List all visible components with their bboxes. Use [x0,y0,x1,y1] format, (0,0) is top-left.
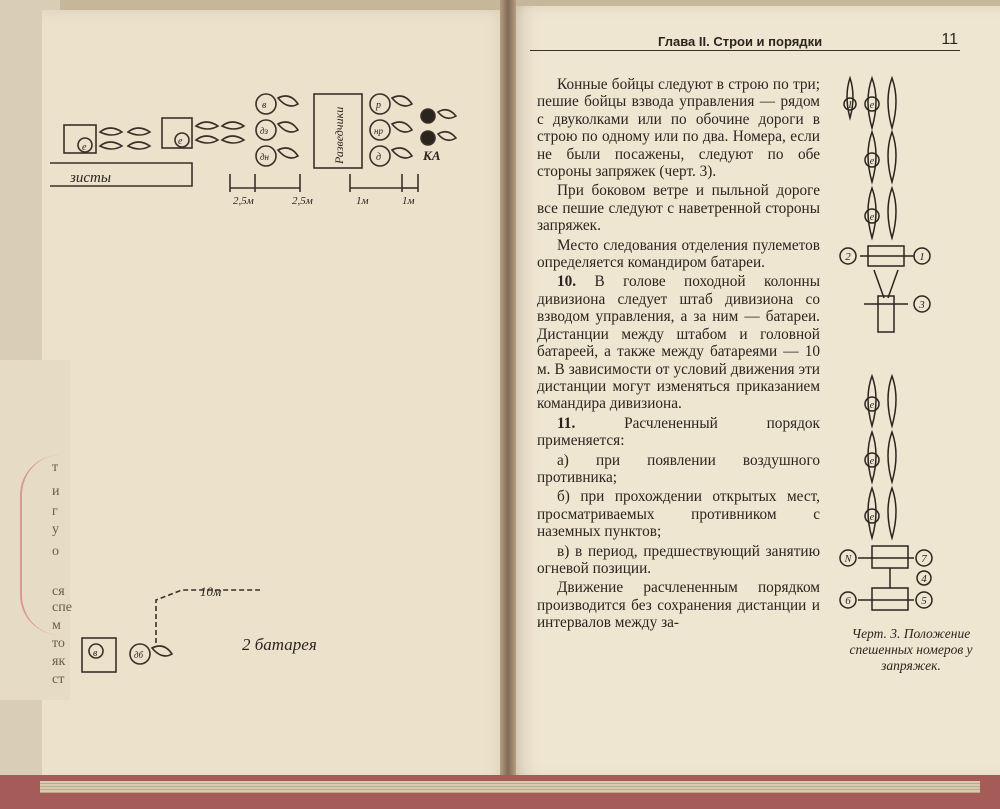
paragraph-number: 11. [557,414,576,432]
horse-icon [888,432,896,482]
paragraph: Движение расчлененным порядком производится без сохранения дистанции и интервалов между за- [537,579,820,632]
distance-label: 2,5м [233,195,254,207]
figure-number: 4 [921,573,927,585]
paragraph-text: Расчлененный порядок применяется: [537,414,820,450]
rider-letter: е [869,456,875,467]
horse-icon [438,110,456,141]
ka-rider-icon [421,131,435,145]
horse-icon [888,188,896,238]
paragraph-text: В голове походной колонны дивизиона следует штаб дивизиона со взводом управления, а за ним — батареи. Дистанции между штабом и головной батареей, а также между батареями — 10 м. В зависимости от условий движения эти дистанции могут изменяться приказанием командира дивизиона. [537,273,820,413]
paragraph: Конные бойцы следуют в строю по три; пешие бойцы взвода управления — рядом с двуколками или по обочине дороги в строю по одному или по два. Номера, если не были посажены, следуют по обе стороны запряжек (черт. 3). [537,76,820,181]
cart-letter: в [93,648,98,659]
cart-box [82,638,116,672]
rider-letter: в [262,100,267,111]
distance-label: 1м [356,195,369,207]
distance-label: 2,5м [292,195,313,207]
rider-letter: д [376,152,382,163]
under-page-letter: г [52,504,58,519]
paragraph [537,273,820,412]
figure-number: 2 [845,251,851,263]
scouts-label: Разведчики [332,106,346,164]
rider-letter: е [869,156,875,167]
gun-barrel [878,296,894,332]
horse-icon [196,122,218,143]
rider-letter: дз [260,126,269,136]
page-number: 11 [941,31,958,48]
body-text [537,76,820,632]
rider-letter: дб [134,650,144,660]
figure-number: 7 [921,553,927,565]
figure-number: 1 [919,251,925,263]
horse-icon [100,128,122,149]
gun-trail [874,270,898,298]
under-page-letter: м [52,618,61,633]
rider-letter: е [869,512,875,523]
figure-3 [834,70,984,630]
list-item: в) в период, предшествующий занятию огневой позиции. [537,542,820,577]
horse-icon [888,132,896,182]
wagon-letter: е [178,136,183,147]
paragraph [537,415,820,450]
figure-caption: Черт. 3. Положение спешенных номеров у запряжек. [849,626,973,673]
under-page-letter: и [52,484,60,499]
limber-box [872,546,908,568]
rider-letter: е [869,400,875,411]
rider-letter: р [376,100,381,111]
figure-number: N [844,554,852,565]
horse-icon [392,96,412,158]
chapter-title: Глава II. Строи и порядки [658,34,823,49]
horse-icon [888,488,896,538]
rider-letter: нр [374,126,383,136]
distance-label: 1м [402,195,415,207]
label-tail: зисты [70,170,112,186]
horse-icon [128,128,150,149]
rider-letter: дн [260,152,270,162]
paragraph: При боковом ветре и пыльной дороге все пешие следуют с наветренной стороны запряжек. [537,182,820,235]
ka-label: КА [423,148,441,163]
under-page-letter: спе [52,600,72,615]
list-item: а) при появлении воздушного противника; [537,451,820,486]
horse-icon [278,96,298,158]
horse-icon [222,122,244,143]
horse-icon [888,78,896,128]
under-page-letter: о [52,544,59,559]
horse-icon [152,646,172,656]
figure-number: 6 [845,595,851,607]
figure-number: 3 [919,299,925,311]
wagon-letter: е [82,142,87,153]
paragraph-number: 10. [557,273,577,291]
distance-10m-label: 10м [200,584,222,599]
battery-label: 2 батарея [242,635,317,654]
figure-number: 1 [847,99,853,111]
under-page-letter: у [52,522,59,537]
paragraph: Место следования отделения пулеметов определяется командиром батареи. [537,236,820,272]
figure-number: 5 [921,595,927,607]
list-item: б) при прохождении открытых мест, просматриваемых противником с наземных пунктов; [537,488,820,541]
horse-icon [888,376,896,426]
under-page-letter: ся [52,584,65,599]
rider-letter: е [869,100,875,111]
under-page-letter: як [52,654,66,669]
left-diagram [30,60,510,760]
page-edges [40,781,980,793]
book-bottom-edge [0,775,1000,809]
under-page-letter: ст [52,672,65,687]
gun-box [872,588,908,610]
ka-rider-icon [421,109,435,123]
under-page-letter: то [52,636,65,651]
under-page-letter: т [52,460,59,475]
running-header [530,33,960,51]
rider-letter: е [869,212,875,223]
